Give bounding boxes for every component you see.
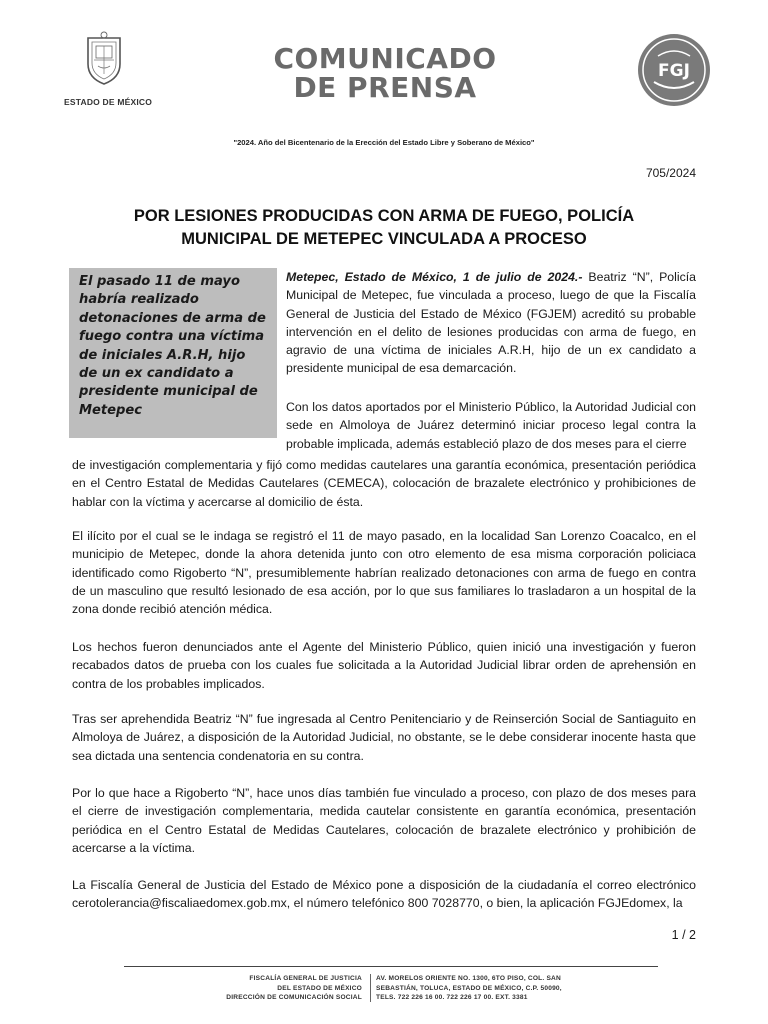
footer-right-line-2: SEBASTIÁN, TOLUCA, ESTADO DE MÉXICO, C.P. 50090, [376, 984, 562, 992]
footer-left-line-3: DIRECCIÓN DE COMUNICACIÓN SOCIAL [226, 994, 362, 1002]
footer-right-line-3: TELS. 722 226 16 00. 722 226 17 00. EXT. 3381 [376, 994, 528, 1002]
headline-line-1: POR LESIONES PRODUCIDAS CON ARMA DE FUEGO, POLICÍA [133, 207, 635, 225]
paragraph-6: Por lo que hace a Rigoberto “N”, hace unos días también fue vinculado a proceso, con plazo de dos meses para el cierre de investigación complementaria, medida cautelar consistente en garantía económica, presentación periódica en el Centro Estatal de Medidas Cautelares, colocación de brazalete electrónico y prohibición de acercarse a la víctima. [72, 786, 696, 855]
paragraph-2-continued: de investigación complementaria y fijó como medidas cautelares una garantía económica, presentación periódica en el Centro Estatal de Medidas Cautelares (CEMECA), colocación de brazalete electrónico y prohibiciones de hablar con la víctima y acercarse al domicilio de ésta. [72, 458, 696, 509]
paragraph-4: Los hechos fueron denunciados ante el Agente del Ministerio Público, quien inició una investigación y fueron recabados datos de prueba con los cuales fue solicitada a la Autoridad Judicial librar orden de aprehensión en contra de los probables implicados. [72, 640, 696, 691]
footer-left-line-2: DEL ESTADO DE MÉXICO [277, 984, 362, 992]
footer-vertical-divider [370, 974, 371, 1002]
estado-de-mexico-logo [64, 30, 153, 107]
highlight-box-text: El pasado 11 de mayo habría realizado detonaciones de arma de fuego contra una víctima de iniciales A.R.H, hijo de un ex candidato a presidente municipal de Metepec [79, 274, 266, 418]
footer-address [376, 974, 616, 1003]
headline-line-2: MUNICIPAL DE METEPEC VINCULADA A PROCESO [181, 230, 587, 248]
headline [72, 205, 696, 251]
paragraph-5: Tras ser aprehendida Beatriz “N” fue ingresada al Centro Penitenciario y de Reinserción Social de Santiaguito en Almoloya de Juárez, a disposición de la Autoridad Judicial, no obstante, se le debe considerar inocente hasta que sea dictada una sentencia condenatoria en su contra. [72, 712, 696, 763]
estado-de-mexico-caption: ESTADO DE MÉXICO [64, 97, 153, 107]
footer-divider [124, 966, 658, 967]
coat-of-arms-icon [82, 30, 126, 86]
title-line-2: DE PRENSA [293, 71, 477, 104]
paragraph-2-column: Con los datos aportados por el Ministerio Público, la Autoridad Judicial con sede en Almoloya de Juárez determinó iniciar proceso legal contra la probable implicada, además estableció plazo de dos meses para el cierre [286, 400, 696, 451]
paragraph-7: La Fiscalía General de Justicia del Estado de México pone a disposición de la ciudadanía el correo electrónico cerotolerancia@fiscaliaedomex.gob.mx, el número telefónico 800 7028770, o bien, la aplicación FGJEdomex, la [72, 878, 696, 911]
page-number: 1 / 2 [671, 928, 696, 942]
footer-right-line-1: AV. MORELOS ORIENTE NO. 1300, 6TO PISO, COL. SAN [376, 975, 561, 982]
paragraph-1 [286, 268, 696, 378]
title-line-1: COMUNICADO [273, 42, 497, 75]
paragraph-3: El ilícito por el cual se le indaga se registró el 11 de mayo pasado, en la localidad San Lorenzo Coacalco, en el municipio de Metepec, donde la ahora detenida junto con otro elemento de esa misma corporación policiaca identificado como Rigoberto “N”, presumiblemente habrían realizado detonaciones con arma de fuego en contra de un masculino que resultó lesionado de esa acción, por lo que sus familiares lo trasladaron a un hospital de la zona donde recibió atención médica. [72, 529, 696, 617]
page-title [240, 44, 530, 102]
footer-institution [170, 974, 362, 1003]
dateline: Metepec, Estado de México, 1 de julio de 2024.- [286, 270, 583, 284]
year-motto: "2024. Año del Bicentenario de la Erección del Estado Libre y Soberano de México" [233, 138, 535, 147]
highlight-box [69, 268, 277, 438]
document-number: 705/2024 [645, 166, 696, 180]
footer-left-line-1: FISCALÍA GENERAL DE JUSTICIA [249, 975, 362, 982]
fgj-logo-text: FGJ [658, 61, 690, 81]
fgj-logo-icon [636, 32, 712, 108]
paragraph-1-text: Beatriz “N”, Policía Municipal de Metepec, fue vinculada a proceso, luego de que la Fiscalía General de Justicia del Estado de México (FGJEM) acreditó su probable intervención en el delito de lesiones producidas con arma de fuego, en agravio de una víctima de iniciales A.R.H, hijo de un ex candidato a presidente municipal de esa demarcación. [286, 270, 697, 376]
